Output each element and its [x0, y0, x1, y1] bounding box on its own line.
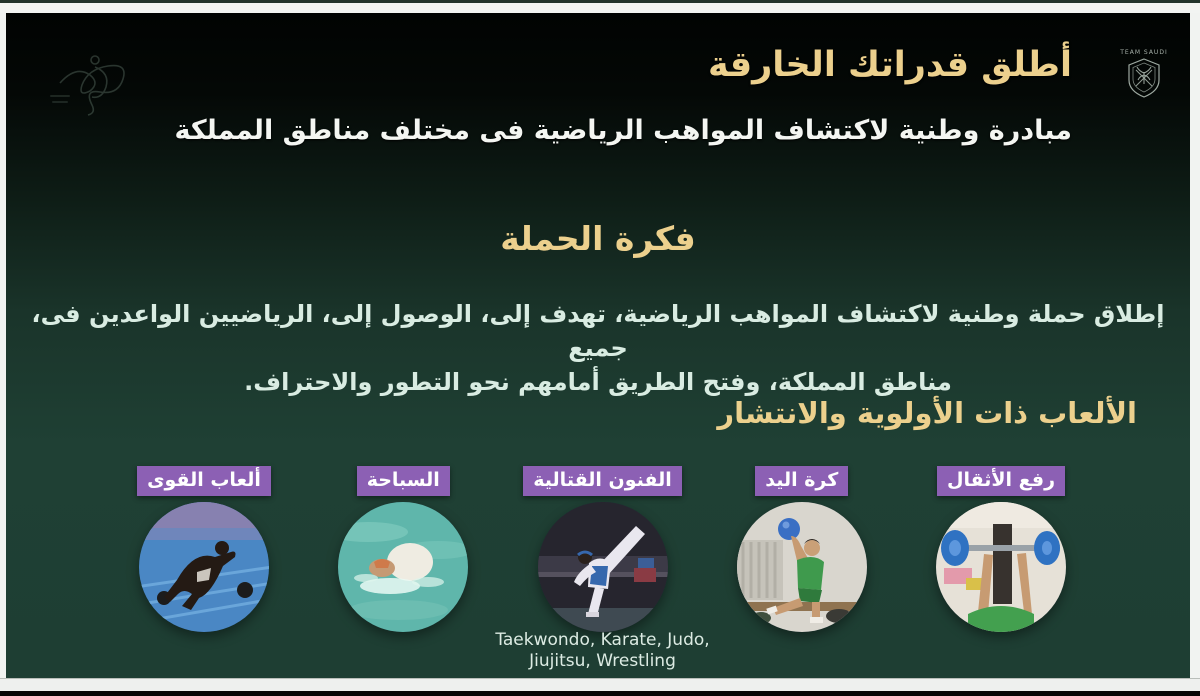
slide-subtitle: مبادرة وطنية لاكتشاف المواهب الرياضية فى مختلف مناطق المملكة: [174, 115, 1072, 146]
sport-item-weightlifting: [935, 466, 1067, 632]
campaign-idea-heading: فكرة الحملة: [500, 219, 696, 258]
sport-item-handball: [736, 466, 868, 632]
campaign-idea-body: [6, 297, 1190, 399]
handball-photo: [737, 502, 867, 632]
campaign-body-line2: مناطق المملكة، وفتح الطريق أمامهم نحو التطور والاحتراف.: [244, 368, 952, 397]
swimming-label: السباحة: [357, 466, 450, 496]
frame-bottom-bar: [0, 691, 1200, 696]
martial-arts-photo: [538, 502, 668, 632]
team-saudi-crest-icon: [1127, 58, 1161, 98]
sport-item-swimming: [337, 466, 469, 632]
swimming-photo: [338, 502, 468, 632]
team-saudi-logo-text: TEAM SAUDI: [1120, 49, 1168, 56]
team-saudi-logo: [1118, 49, 1170, 98]
frame-top-strip: [0, 3, 1200, 13]
handball-label: كرة اليد: [755, 466, 848, 496]
athletics-photo: [139, 502, 269, 632]
swirl-ornament-logo: [50, 53, 136, 123]
weightlifting-photo: [936, 502, 1066, 632]
priority-sports-row: [138, 466, 1067, 672]
weightlifting-label: رفع الأثقال: [937, 466, 1065, 496]
frame-bottom-strip: [0, 678, 1200, 691]
campaign-body-line1: إطلاق حملة وطنية لاكتشاف المواهب الرياضية، تهدف إلى، الوصول إلى، الرياضيين الواعدين فى، جميع: [31, 300, 1165, 363]
sport-item-martial-arts: [495, 466, 710, 672]
athletics-label: ألعاب القوى: [137, 466, 271, 496]
priority-sports-heading: الألعاب ذات الأولوية والانتشار: [717, 396, 1137, 430]
slide-title: أطلق قدراتك الخارقة: [708, 45, 1072, 85]
martial-arts-caption: Taekwondo, Karate, Judo, Jiujitsu, Wrestling: [495, 630, 710, 672]
martial-arts-label: الفنون القتالية: [523, 466, 681, 496]
sport-item-athletics: [138, 466, 270, 632]
presentation-slide: [6, 13, 1190, 678]
